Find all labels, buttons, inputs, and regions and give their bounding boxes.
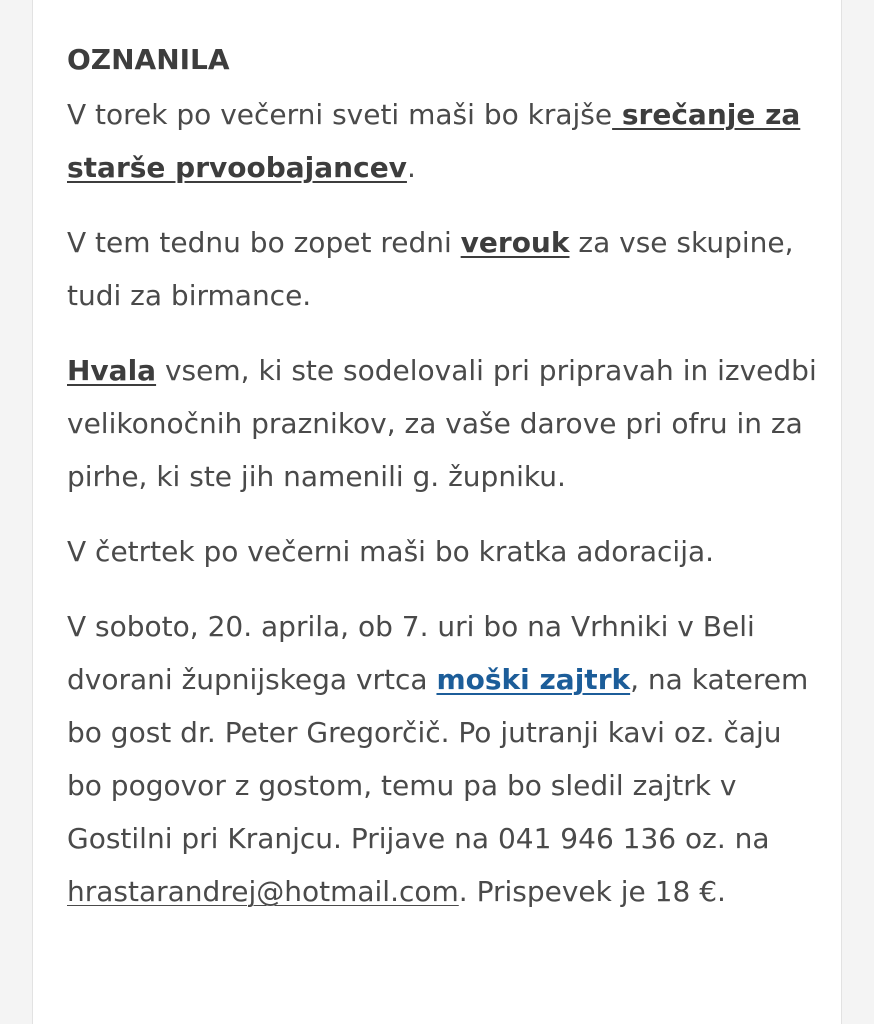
paragraph-text: V torek po večerni sveti maši bo krajše xyxy=(67,98,613,131)
article-content xyxy=(67,40,817,940)
paragraph-text: vsem, ki ste sodelovali pri pripravah in izvedbi velikonočnih praznikov, za vaše darove pri ofru in za pirhe, ki ste jih namenili g. župniku. xyxy=(67,354,817,493)
paragraph-text: V soboto, 20. aprila, ob 7. uri bo na Vrhniki v Beli dvorani župnijskega vrtca xyxy=(67,610,755,696)
paragraph-text: V četrtek po večerni maši bo kratka adoracija. xyxy=(67,535,715,568)
catechism-link[interactable]: verouk xyxy=(460,226,570,259)
parents-meeting-link[interactable]: srečanje za starše prvoobajancev xyxy=(67,98,801,184)
paragraph-text: . xyxy=(406,151,416,184)
paragraph-catechism xyxy=(67,216,817,322)
paragraph-text: , na katerem bo gost dr. Peter Gregorčič. Po jutranji kavi oz. čaju bo pogovor z gostom, temu pa bo sledil zajtrk v Gostilni pri Kranjcu. Prijave na 041 946 136 oz. na xyxy=(67,663,809,855)
paragraph-breakfast xyxy=(67,600,817,918)
section-heading: OZNANILA xyxy=(67,43,230,76)
paragraph-text: za vse skupine, tudi za birmance. xyxy=(67,226,794,312)
mens-breakfast-link[interactable]: moški zajtrk xyxy=(436,663,631,696)
paragraph-text: . Prispevek je 18 €. xyxy=(458,875,726,908)
paragraph-text: V tem tednu bo zopet redni xyxy=(67,226,461,259)
paragraph-meeting xyxy=(67,88,817,194)
paragraph-thanks xyxy=(67,344,817,503)
thanks-link[interactable]: Hvala xyxy=(67,354,157,387)
page-panel xyxy=(32,0,842,1024)
paragraph-adoration xyxy=(67,525,817,578)
email-link[interactable]: hrastarandrej@hotmail.com xyxy=(67,875,459,908)
